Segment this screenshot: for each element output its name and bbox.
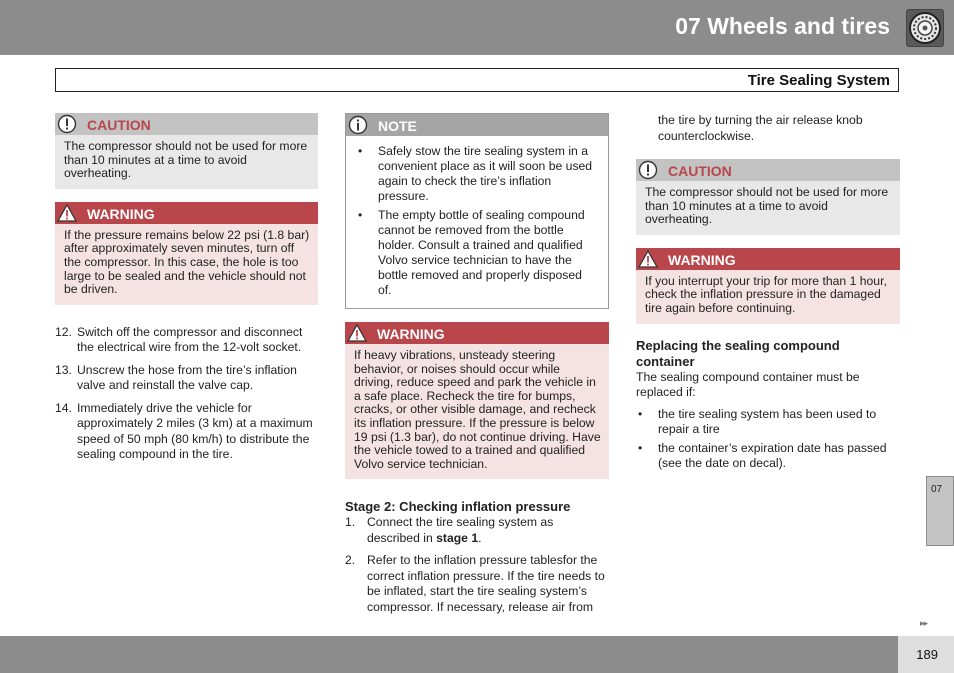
note-body xyxy=(346,136,608,308)
list-item: • the tire sealing system has been used to repair a tire xyxy=(636,407,900,437)
header-bar xyxy=(0,0,954,55)
replacing-intro: The sealing compound container must be replaced if: xyxy=(636,369,860,400)
list-item: 2. Refer to the inflation pressure tablesfor the correct inflation pressure. If the tire needs to be inflated, start the tire sealing system’s compressor. If necessary, release air from xyxy=(345,553,605,614)
list-item: 12. Switch off the compressor and disconnect the electrical wire from the 12-volt socket. xyxy=(55,324,303,355)
section-title: Tire Sealing System xyxy=(747,72,890,89)
stage-2-heading: Stage 2: Checking inflation pressure xyxy=(345,499,571,515)
replacing-list xyxy=(636,407,900,471)
stage-2-steps xyxy=(345,515,609,615)
caution-label: CAUTION xyxy=(668,163,732,179)
caution-text: The compressor should not be used for more than 10 minutes at a time to avoid overheating. xyxy=(55,135,318,189)
warning-box xyxy=(345,322,609,479)
caution-box xyxy=(55,113,318,189)
caution-header xyxy=(636,159,900,181)
note-list xyxy=(356,144,598,298)
warning-text: If the pressure remains below 22 psi (1.8 bar) after approximately seven minutes, turn off the compressor. In this case, the hole is too large to be sealed and the vehicle should not be driven. xyxy=(55,224,318,305)
caution-label: CAUTION xyxy=(87,117,151,133)
note-label: NOTE xyxy=(378,118,417,134)
page-number: 189 xyxy=(916,647,938,662)
info-icon xyxy=(348,115,368,135)
list-item: 1. Connect the tire sealing system as described in stage 1. xyxy=(345,515,554,545)
chapter-title: 07 Wheels and tires xyxy=(675,13,890,39)
page-number-box xyxy=(898,636,954,673)
footer-bar xyxy=(0,636,954,673)
caution-text: The compressor should not be used for more than 10 minutes at a time to avoid overheating. xyxy=(636,181,900,235)
exclamation-icon xyxy=(57,114,77,134)
caution-box xyxy=(636,159,900,235)
warning-label: WARNING xyxy=(377,326,445,342)
warning-label: WARNING xyxy=(87,205,155,222)
note-box xyxy=(345,113,609,309)
caution-header xyxy=(55,113,318,135)
warning-header xyxy=(55,202,318,224)
warning-box xyxy=(636,248,900,324)
list-item: 13. Unscrew the hose from the tire’s inflation valve and reinstall the valve cap. xyxy=(55,362,297,393)
warning-label: WARNING xyxy=(668,251,736,268)
tire-wheel-icon xyxy=(906,9,944,47)
column-2 xyxy=(345,113,609,622)
warning-triangle-icon xyxy=(57,203,77,223)
warning-text: If heavy vibrations, unsteady steering behavior, or noises should occur while driving, reduce speed and park the vehicle in a safe place. Recheck the tire for bumps, cracks, or other visible damage, and recheck its inflation pressure. If the pressure is below 19 psi (1.3 bar), do not continue driving. Have the vehicle towed to a trained and qualified Volvo service technician. xyxy=(345,344,609,479)
steps-list xyxy=(55,325,318,463)
column-3 xyxy=(636,113,900,475)
replacing-heading: Replacing the sealing compound container xyxy=(636,337,840,369)
continued-text: the tire by turning the air release knob counterclockwise. xyxy=(658,113,863,143)
list-item: 14. Immediately drive the vehicle for approximately 2 miles (3 km) at a maximum speed of 50 mph (80 km/h) to distribute the sealing compound in the tire. xyxy=(55,400,313,462)
warning-text: If you interrupt your trip for more than 1 hour, check the inflation pressure in the damaged tire again before continuing. xyxy=(636,270,900,324)
exclamation-icon xyxy=(638,160,658,180)
column-1 xyxy=(55,113,318,470)
chapter-tab-label: 07 xyxy=(931,484,943,495)
warning-box xyxy=(55,202,318,305)
list-item: • The empty bottle of sealing compound cannot be removed from the bottle holder. Consult a trained and qualified Volvo service technician to have the bottle removed and properly disposed of. xyxy=(356,208,598,298)
note-header xyxy=(346,114,608,136)
warning-header xyxy=(345,322,609,344)
list-item: • Safely stow the tire sealing system in a convenient place as it will soon be used again to check the tire’s inflation pressure. xyxy=(356,144,598,204)
warning-triangle-icon xyxy=(638,249,658,269)
section-header xyxy=(55,68,899,92)
warning-header xyxy=(636,248,900,270)
chapter-tab xyxy=(926,476,954,546)
warning-triangle-icon xyxy=(347,323,367,343)
continue-arrows-icon: ▸▸ xyxy=(920,618,928,628)
list-item: • the container’s expiration date has passed (see the date on decal). xyxy=(636,441,900,471)
